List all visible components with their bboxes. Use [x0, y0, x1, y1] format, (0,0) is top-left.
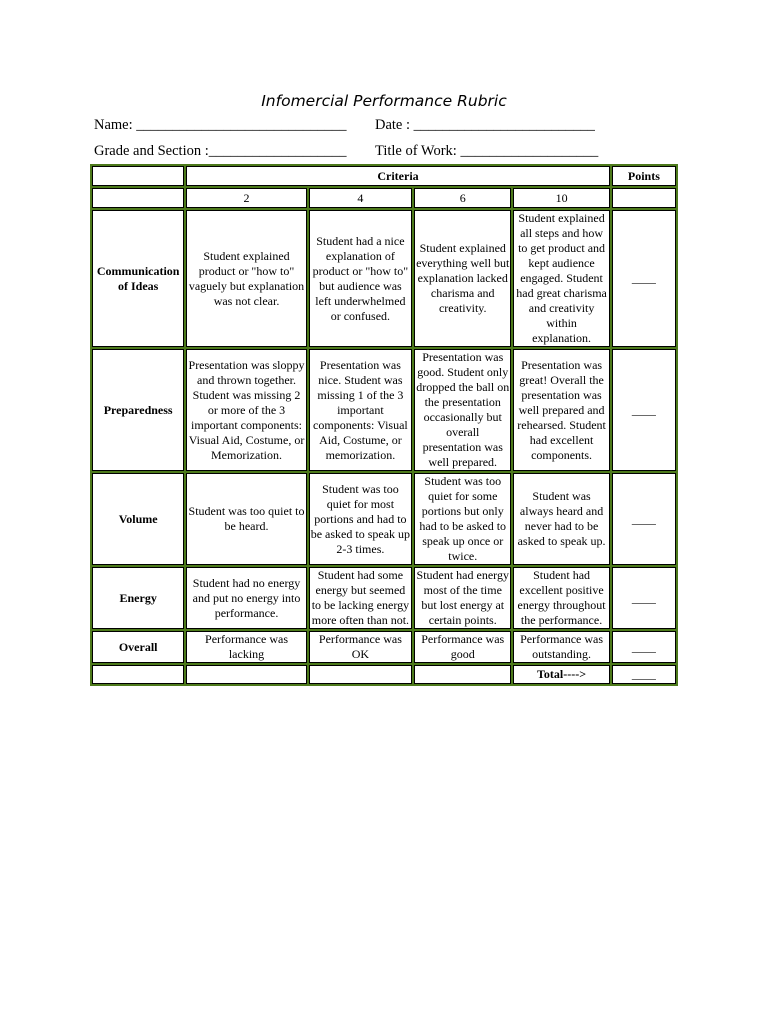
criteria-cell: Presentation was nice. Student was missing 1 of the 3 important components: Visual Aid, Costume, or memorization. [309, 349, 412, 471]
criteria-cell: Student had a nice explanation of product or "how to" but audience was left underwhelmed or confused. [309, 210, 412, 347]
date-field: Date : _________________________ [375, 117, 595, 133]
table-row [92, 210, 676, 347]
criteria-cell: Presentation was sloppy and thrown together. Student was missing 2 or more of the 3 important components: Visual Aid, Costume, or Memorization. [186, 349, 306, 471]
points-blank: ____ [612, 210, 676, 347]
total-empty-cell [92, 665, 184, 684]
score-4: 4 [309, 188, 412, 208]
criteria-cell: Performance was outstanding. [513, 631, 609, 663]
header-empty-cell [92, 166, 184, 186]
rubric-table [90, 164, 678, 686]
criteria-cell: Student was always heard and never had to be asked to speak up. [513, 473, 609, 565]
title-of-work-field: Title of Work: ___________________ [375, 143, 599, 159]
points-blank: ____ [612, 349, 676, 471]
score-10: 10 [513, 188, 609, 208]
total-empty-cell [309, 665, 412, 684]
criteria-cell: Performance was OK [309, 631, 412, 663]
points-blank: ____ [612, 567, 676, 629]
table-row [92, 349, 676, 471]
document-title: Infomercial Performance Rubric [261, 92, 507, 110]
criteria-cell: Presentation was great! Overall the presentation was well prepared and rehearsed. Student had excellent components. [513, 349, 609, 471]
score-row [92, 188, 676, 208]
name-field: Name: _____________________________ [94, 117, 347, 133]
criteria-cell: Student explained product or "how to" vaguely but explanation was not clear. [186, 210, 306, 347]
score-points-empty [612, 188, 676, 208]
criteria-cell: Student had energy most of the time but lost energy at certain points. [414, 567, 511, 629]
table-row [92, 567, 676, 629]
score-2: 2 [186, 188, 306, 208]
total-label: Total----> [513, 665, 609, 684]
table-row [92, 473, 676, 565]
criteria-cell: Student had excellent positive energy throughout the performance. [513, 567, 609, 629]
criteria-cell: Presentation was good. Student only dropped the ball on the presentation occasionally but overall presentation was well prepared. [414, 349, 511, 471]
criteria-cell: Student had some energy but seemed to be lacking energy more often than not. [309, 567, 412, 629]
row-label-communication: Communication of Ideas [92, 210, 184, 347]
score-6: 6 [414, 188, 511, 208]
criteria-cell: Student was too quiet for most portions and had to be asked to speak up 2-3 times. [309, 473, 412, 565]
criteria-cell: Student explained everything well but explanation lacked charisma and creativity. [414, 210, 511, 347]
row-label-energy: Energy [92, 567, 184, 629]
total-empty-cell [186, 665, 306, 684]
criteria-cell: Performance was good [414, 631, 511, 663]
total-points-blank: ____ [612, 665, 676, 684]
criteria-cell: Student had no energy and put no energy into performance. [186, 567, 306, 629]
criteria-cell: Student explained all steps and how to get product and kept audience engaged. Student had great charisma and creativity within explanation. [513, 210, 609, 347]
score-empty-cell [92, 188, 184, 208]
points-blank: ____ [612, 473, 676, 565]
rubric-table-frame [90, 164, 678, 681]
total-row [92, 665, 676, 684]
points-blank: ____ [612, 631, 676, 663]
criteria-cell: Student was too quiet to be heard. [186, 473, 306, 565]
points-header: Points [612, 166, 676, 186]
row-label-overall: Overall [92, 631, 184, 663]
total-empty-cell [414, 665, 511, 684]
criteria-header: Criteria [186, 166, 609, 186]
grade-section-field: Grade and Section :___________________ [94, 143, 347, 159]
row-label-preparedness: Preparedness [92, 349, 184, 471]
header-row [92, 166, 676, 186]
criteria-cell: Performance was lacking [186, 631, 306, 663]
table-row [92, 631, 676, 663]
criteria-cell: Student was too quiet for some portions but only had to be asked to speak up once or twice. [414, 473, 511, 565]
row-label-volume: Volume [92, 473, 184, 565]
